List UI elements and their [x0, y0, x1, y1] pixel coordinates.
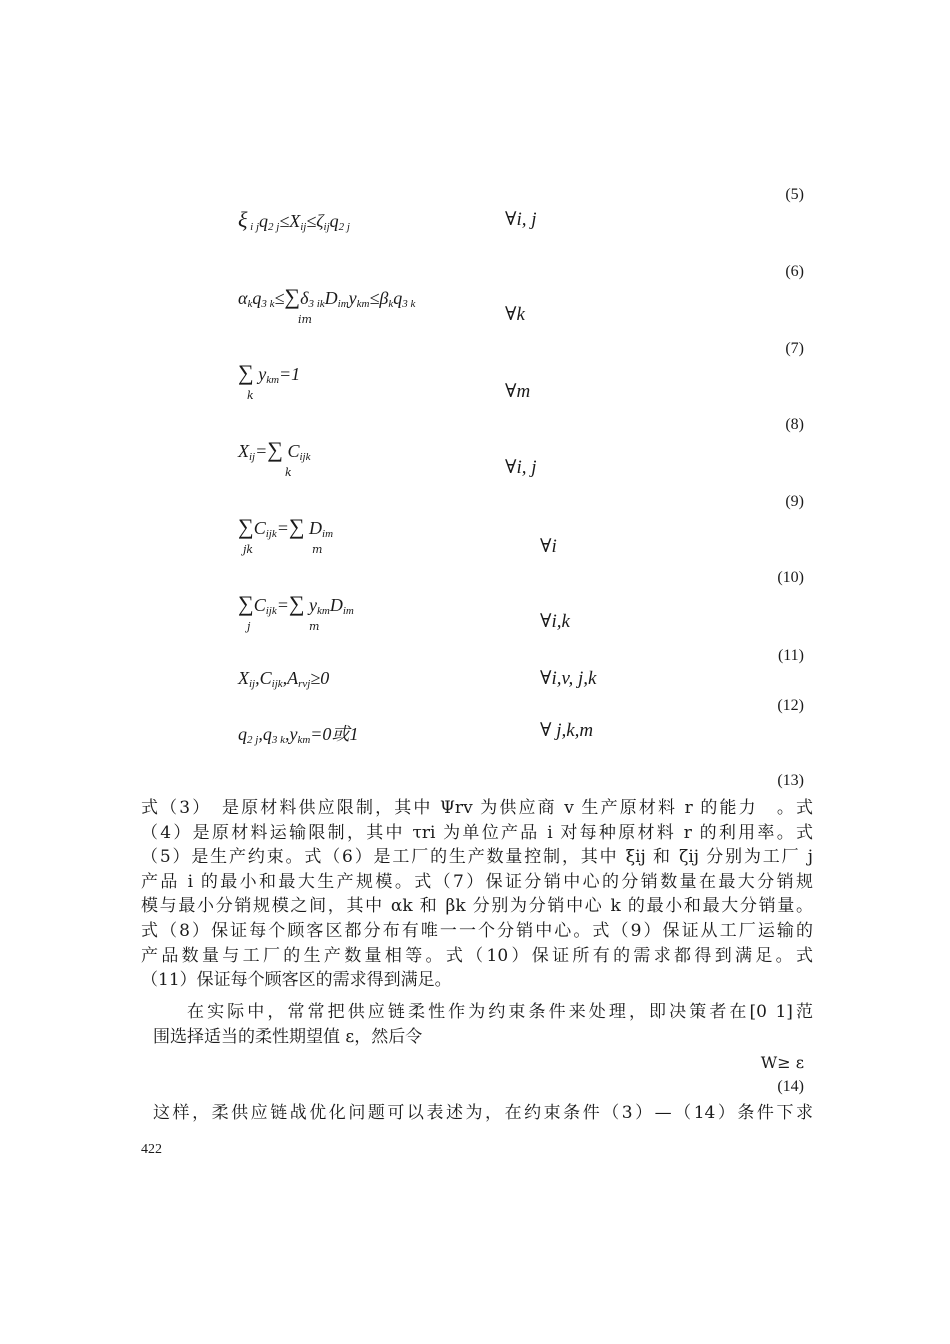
equation-number-5: (5)	[785, 186, 804, 203]
text-line: 式（3） 是原材料供应限制，其中 Ψrv 为供应商 v 生产原材料 r 的能力 。式	[141, 798, 813, 818]
text-line: 模与最小分销规模之间，其中 αk 和 βk 分别为分销中心 k 的最小和最大分销量。	[141, 896, 813, 917]
condition-9: ∀i	[540, 536, 557, 557]
text-line: 式（8）保证每个顾客区都分布有唯一一个分销中心。式（9）保证从工厂运输的	[141, 920, 813, 941]
text-line: 产品 i 的最小和最大生产规模。式（7）保证分销中心的分销数量在最大分销规	[141, 871, 813, 892]
condition-11: ∀i,v, j,k	[540, 668, 597, 689]
equation-number-12: (12)	[777, 697, 804, 714]
conclusion-paragraph	[141, 1101, 813, 1126]
sum-index-jk: jk	[243, 543, 254, 556]
text-line: 在实际中，常常把供应链柔性作为约束条件来处理，即决策者在[0 1]范	[187, 1002, 813, 1022]
equation-5: ξ $_{i j}q_{2 j}\le X_{ij}\le\zeta_{ij}q_{2 j}$	[238, 207, 350, 233]
condition-7: ∀m	[505, 381, 531, 402]
equation-9: $\sum C_{ijk}=\sum$ $D_{im}$	[238, 514, 334, 540]
explanation-paragraph	[141, 796, 813, 993]
equation-12: $q_{2 j},q_{3 k},y_{km}=0$或1	[238, 724, 359, 746]
sum-index-k: k	[247, 389, 254, 402]
equation-number-10: (10)	[777, 569, 804, 586]
inequality-w-epsilon: W≥ ε	[760, 1053, 804, 1072]
condition-10: ∀i,k	[540, 611, 570, 632]
text-line: 产品数量与工厂的生产数量相等。式（10）保证所有的需求都得到满足。式	[141, 945, 813, 966]
text-line: 围选择适当的柔性期望值 ε，然后令	[153, 1026, 423, 1047]
text-line: 这样，柔供应链战优化问题可以表述为，在约束条件（3）—（14）条件下求	[153, 1103, 813, 1123]
sum-index-k2: k	[285, 466, 292, 479]
equation-number-6: (6)	[785, 263, 804, 280]
text-line: （11）保证每个顾客区的需求得到满足。	[141, 970, 452, 991]
equation-number-13: (13)	[777, 772, 804, 789]
equation-number-11: (11)	[777, 647, 804, 664]
condition-5: ∀i, j	[505, 209, 537, 230]
equation-8: $X_{ij}=\sum$ $C_{ijk}$	[238, 437, 311, 463]
equation-number-7: (7)	[785, 340, 804, 357]
equation-number-14: (14)	[777, 1078, 804, 1095]
equation-number-9: (9)	[785, 493, 804, 510]
sum-index-j: j	[247, 620, 251, 633]
condition-8: ∀i, j	[505, 457, 537, 478]
sum-index-m2: m	[309, 620, 320, 633]
condition-6: ∀k	[505, 304, 525, 325]
equation-7: ∑ $y_{km}=1$	[238, 360, 301, 386]
text-line: （4）是原材料运输限制，其中 τri 为单位产品 i 对每种原材料 r 的利用率。式	[141, 822, 813, 843]
equation-11: $X_{ij},C_{ijk},A_{rvj}\ge 0$	[238, 668, 330, 690]
page-number: 422	[141, 1142, 162, 1157]
text-line: （5）是生产约束。式（6）是工厂的生产数量控制，其中 ξij 和 ζij 分别为工厂 j	[141, 847, 813, 868]
flexibility-paragraph	[141, 1000, 813, 1049]
equation-6: $\alpha_kq_{3 k}\le\sum\delta_{3 ik}D_{im}y_{km}\le\beta_kq_{3 k}$	[238, 284, 416, 310]
condition-12: ∀ j,k,m	[540, 720, 594, 741]
equation-10: $\sum C_{ijk}=\sum$ $y_{km}D_{im}$	[238, 591, 354, 617]
sum-index-im: im	[298, 313, 312, 326]
equation-number-8: (8)	[785, 416, 804, 433]
sum-index-m: m	[312, 543, 323, 556]
